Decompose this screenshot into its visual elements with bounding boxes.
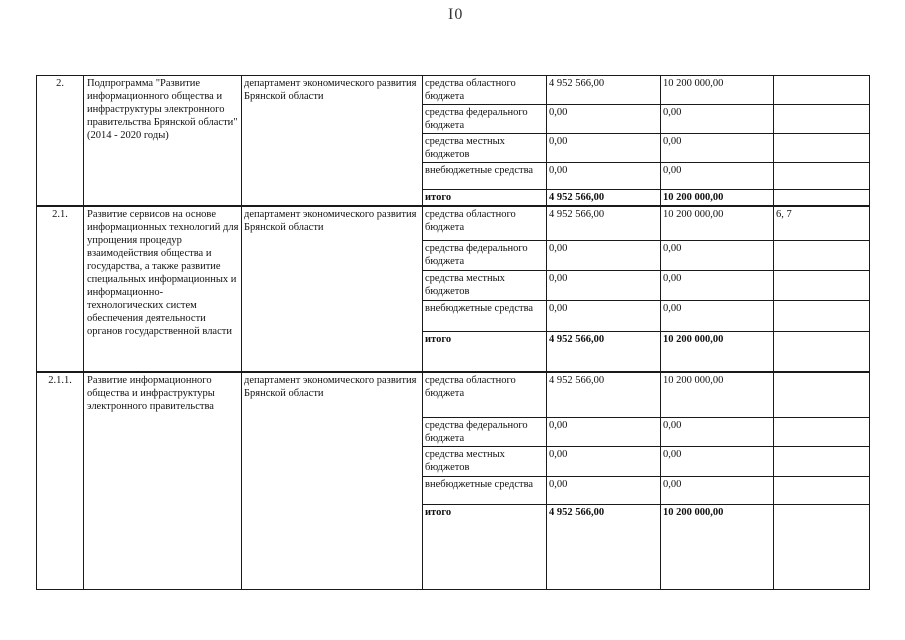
section-executor: департамент экономического развития Брянской области (242, 76, 423, 207)
note-cell (774, 163, 870, 190)
funding-source: внебюджетные средства (423, 476, 547, 504)
value-1: 0,00 (547, 476, 661, 504)
value-2: 0,00 (661, 417, 774, 446)
note-cell (774, 504, 870, 589)
value-2: 10 200 000,00 (661, 504, 774, 589)
funding-source: внебюджетные средства (423, 163, 547, 190)
table-row (37, 76, 870, 105)
value-1: 0,00 (547, 446, 661, 476)
value-2: 0,00 (661, 300, 774, 331)
section-number: 2. (37, 76, 84, 207)
value-2: 10 200 000,00 (661, 372, 774, 417)
funding-source: средства областного бюджета (423, 372, 547, 417)
note-cell (774, 105, 870, 134)
value-1: 0,00 (547, 105, 661, 134)
funding-source: итого (423, 190, 547, 207)
funding-source: итого (423, 331, 547, 372)
value-1: 0,00 (547, 163, 661, 190)
note-cell (774, 417, 870, 446)
value-2: 0,00 (661, 476, 774, 504)
value-1: 4 952 566,00 (547, 331, 661, 372)
note-cell (774, 372, 870, 417)
note-cell (774, 270, 870, 300)
funding-source: средства федерального бюджета (423, 105, 547, 134)
value-2: 0,00 (661, 105, 774, 134)
budget-table (36, 75, 870, 590)
note-cell (774, 446, 870, 476)
page-number: I0 (448, 6, 464, 23)
note-cell (774, 240, 870, 270)
funding-source: итого (423, 504, 547, 589)
value-2: 0,00 (661, 270, 774, 300)
funding-source: средства местных бюджетов (423, 270, 547, 300)
value-1: 4 952 566,00 (547, 372, 661, 417)
funding-source: средства федерального бюджета (423, 240, 547, 270)
value-1: 0,00 (547, 417, 661, 446)
value-1: 4 952 566,00 (547, 190, 661, 207)
note-cell (774, 331, 870, 372)
funding-source: внебюджетные средства (423, 300, 547, 331)
value-1: 0,00 (547, 270, 661, 300)
funding-source: средства местных бюджетов (423, 134, 547, 163)
value-2: 10 200 000,00 (661, 331, 774, 372)
section-number: 2.1. (37, 206, 84, 372)
note-cell (774, 476, 870, 504)
value-2: 0,00 (661, 163, 774, 190)
value-2: 0,00 (661, 240, 774, 270)
funding-source: средства местных бюджетов (423, 446, 547, 476)
value-1: 0,00 (547, 134, 661, 163)
section-executor: департамент экономического развития Брянской области (242, 206, 423, 372)
value-1: 0,00 (547, 300, 661, 331)
funding-source: средства областного бюджета (423, 76, 547, 105)
value-1: 4 952 566,00 (547, 504, 661, 589)
section-executor: департамент экономического развития Брянской области (242, 372, 423, 589)
value-2: 0,00 (661, 134, 774, 163)
section-number: 2.1.1. (37, 372, 84, 589)
value-2: 10 200 000,00 (661, 190, 774, 207)
table-row (37, 372, 870, 417)
value-1: 4 952 566,00 (547, 206, 661, 240)
value-1: 0,00 (547, 240, 661, 270)
note-cell (774, 134, 870, 163)
section-description: Подпрограмма "Развитие информационного общества и инфраструктуры электронного правительства Брянской области" (2014 - 2020 годы) (84, 76, 242, 207)
note-cell (774, 190, 870, 207)
value-2: 0,00 (661, 446, 774, 476)
value-1: 4 952 566,00 (547, 76, 661, 105)
section-description: Развитие информационного общества и инфраструктуры электронного правительства (84, 372, 242, 589)
funding-source: средства областного бюджета (423, 206, 547, 240)
note-cell: 6, 7 (774, 206, 870, 240)
table-row (37, 206, 870, 240)
value-2: 10 200 000,00 (661, 76, 774, 105)
funding-source: средства федерального бюджета (423, 417, 547, 446)
value-2: 10 200 000,00 (661, 206, 774, 240)
note-cell (774, 300, 870, 331)
section-description: Развитие сервисов на основе информационных технологий для упрощения процедур взаимодействия общества и государства, а также развитие специальных информационных и информационно-технологических систем обеспечения деятельности органов государственной власти (84, 206, 242, 372)
note-cell (774, 76, 870, 105)
